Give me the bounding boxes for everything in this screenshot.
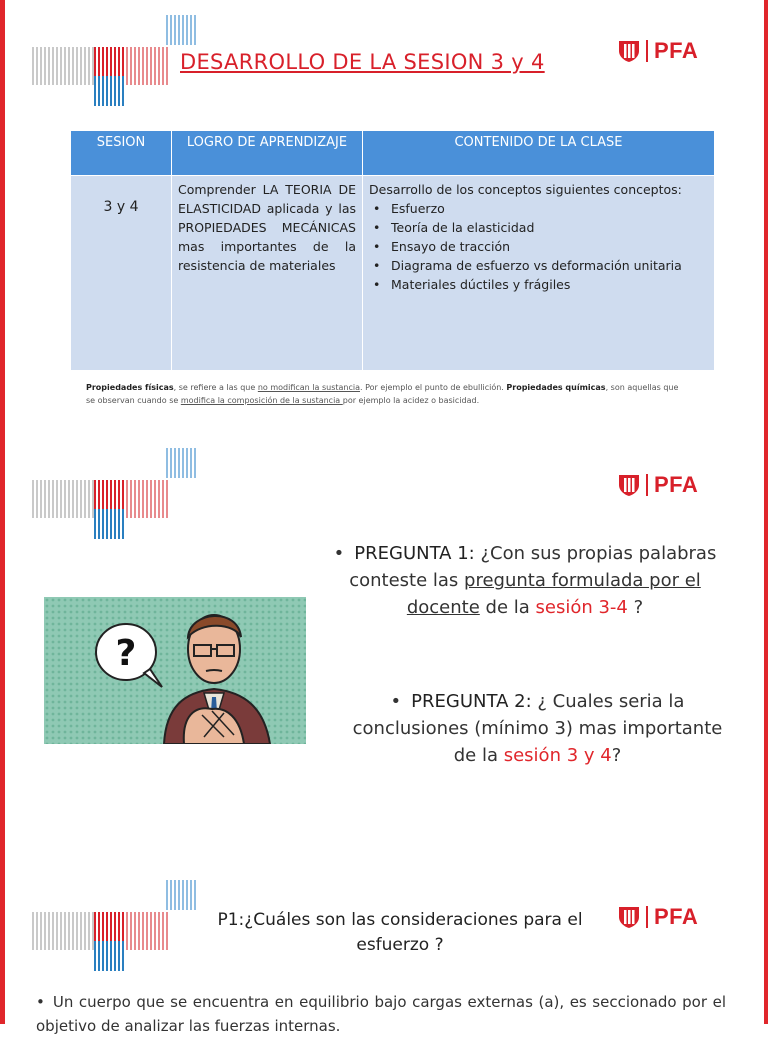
bullet: • (390, 691, 402, 712)
question-1-text: de la (479, 597, 536, 618)
question-1-text: ? (627, 597, 644, 618)
question-2-session: sesión 3 y 4 (503, 745, 612, 766)
contenido-list (369, 199, 708, 294)
question-1 (330, 540, 720, 621)
pfa-logo (618, 904, 698, 930)
note-fisicas-label: Propiedades físicas (86, 383, 174, 392)
bullet: • (36, 993, 45, 1011)
slide-2 (0, 440, 768, 860)
question-mark-icon: ? (115, 633, 137, 674)
logo-text: PFA (654, 904, 699, 929)
bullet: • (333, 543, 345, 564)
question-1-label: PREGUNTA 1: (354, 543, 475, 564)
note-quimicas-label: Propiedades químicas (506, 383, 606, 392)
note-text: , se refiere a las que (173, 383, 258, 392)
header-contenido: CONTENIDO DE LA CLASE (363, 131, 715, 176)
question-p1-title: P1:¿Cuáles son las consideraciones para el esfuerzo ? (217, 910, 583, 955)
question-2 (340, 688, 735, 769)
question-2-text: ? (611, 745, 622, 766)
list-item: • Materiales dúctiles y frágiles (383, 275, 708, 294)
note-underline: no modifican la sustancia (257, 383, 360, 392)
list-item: • Esfuerzo (383, 199, 708, 218)
slide-3 (0, 870, 768, 1035)
pfa-shield-icon (618, 905, 640, 929)
question-1-text: ¿Con sus propias palabras conteste las (349, 543, 717, 591)
slide-1 (0, 0, 768, 420)
table-row (71, 176, 715, 371)
list-item: • Ensayo de tracción (383, 237, 708, 256)
question-2-label: PREGUNTA 2: (411, 691, 532, 712)
note-underline: modifica la composición de la sustancia (180, 396, 343, 405)
cell-sesion: 3 y 4 (71, 176, 172, 371)
question-1-underline: pregunta formulada por el docente (406, 570, 701, 618)
pfa-logo (618, 472, 698, 498)
contenido-intro: Desarrollo de los conceptos siguientes conceptos: (369, 182, 682, 197)
thinking-man-illustration (44, 597, 306, 744)
session-table (70, 130, 715, 371)
header-sesion: SESION (71, 131, 172, 176)
pfa-shield-icon (618, 39, 640, 63)
page-title: DESARROLLO DE LA SESION 3 y 4 (180, 50, 545, 74)
cell-contenido (363, 176, 715, 371)
p1-answer-body: Un cuerpo que se encuentra en equilibrio bajo cargas externas (a), es seccionado por el objetivo de analizar las fuerzas internas. (36, 993, 726, 1035)
question-2-text: ¿ Cuales seria la conclusiones (mínimo 3) mas importante de la (352, 691, 723, 766)
logo-text: PFA (654, 38, 699, 63)
list-item: • Diagrama de esfuerzo vs deformación unitaria (383, 256, 708, 275)
properties-note (86, 381, 686, 407)
header-logro: LOGRO DE APRENDIZAJE (172, 131, 363, 176)
note-text: , son aquellas que se observan cuando se (86, 383, 679, 405)
pfa-logo (618, 38, 698, 64)
note-text: por ejemplo la acidez o basicidad. (342, 396, 480, 405)
logo-text: PFA (654, 472, 699, 497)
pfa-shield-icon (618, 473, 640, 497)
p1-answer-text (36, 990, 726, 1038)
note-text: . Por ejemplo el punto de ebullición. (360, 383, 507, 392)
question-1-session: sesión 3-4 (535, 597, 628, 618)
cell-logro: Comprender LA TEORIA DE ELASTICIDAD aplicada y las PROPIEDADES MECÁNICAS mas importantes de la resistencia de materiales (172, 176, 363, 371)
list-item: • Teoría de la elasticidad (383, 218, 708, 237)
